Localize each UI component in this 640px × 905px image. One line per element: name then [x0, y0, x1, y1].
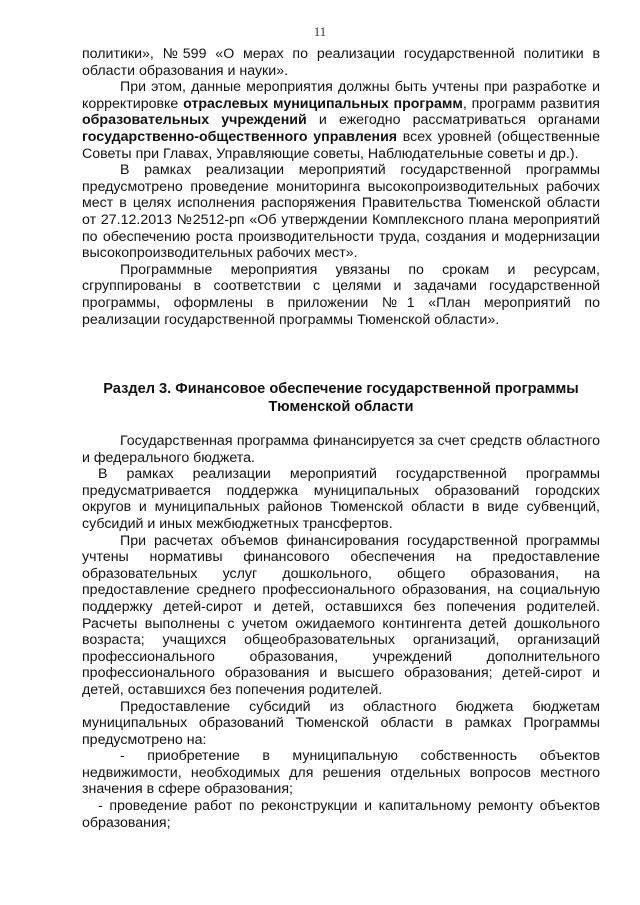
text-run: При этом, данные мероприятия должны быть учтены при разработке и корректировке: [82, 79, 600, 112]
paragraph-program-activities: Программные мероприятия увязаны по срокам и ресурсам, сгруппированы в соответствии с целями и задачами государственной программы, оформлены в приложении №1 «План мероприятий по реализации государственной программы Тюменской области».: [82, 261, 600, 328]
paragraph-financing: Государственная программа финансируется за счет средств областного и федерального бюджета.: [82, 433, 600, 466]
section-heading-line2: Тюменской области: [268, 399, 414, 415]
paragraph-support: В рамках реализации мероприятий государственной программы предусматривается поддержка муниципальных образований городских округов и муниципальных районов Тюменской области в виде субвенций, субсидий и иных межбюджетных трансфертов.: [82, 466, 600, 532]
paragraph-monitoring: В рамках реализации мероприятий государственной программы предусмотрено проведение мониторинга высокопроизводительных рабочих мест в целях исполнения распоряжения Правительства Тюменской области от 27.12.2013 №2512-рп «Об утверждении Комплексного плана мероприятий по обеспечению роста производительности труда, создания и модернизации высокопроизводительных рабочих мест».: [82, 162, 600, 262]
list-item-acquisition: - приобретение в муниципальную собственность объектов недвижимости, необходимых для решения отдельных вопросов местного значения в сфере образования;: [82, 748, 600, 798]
list-item-reconstruction: - проведение работ по реконструкции и капитальному ремонту объектов образования;: [82, 798, 600, 831]
text-run: и ежегодно рассматриваться органами: [306, 112, 600, 129]
page-number: 11: [313, 24, 327, 39]
paragraph-subsidies: Предоставление субсидий из областного бюджета бюджетам муниципальных образований Тюменской области в рамках Программы предусмотрено на:: [82, 698, 600, 748]
text-run: , программ развития: [462, 95, 600, 112]
bottom-text-block: [82, 433, 600, 831]
paragraph-calculations: При расчетах объемов финансирования государственной программы учтены нормативы финансового обеспечения на предоставление образовательных услуг дошкольного, общего образования, на предоставление среднего профессионального образования, на социальную поддержку детей-сирот и детей, оставшихся без попечения родителей. Расчеты выполнены с учетом ожидаемого контингента детей дошкольного возраста; учащихся общеобразовательных организаций, организаций профессионального образования, учреждений дополнительного профессионального образования и высшего образования; детей-сирот и детей, оставшихся без попечения родителей.: [82, 532, 600, 698]
bold-run: отраслевых муниципальных программ: [183, 95, 463, 112]
section-heading-line1: Раздел 3. Финансовое обеспечение государственной программы: [103, 381, 579, 397]
bold-run: образовательных учреждений: [82, 112, 307, 129]
bold-run: государственно-общественного управления: [82, 128, 398, 145]
top-text-block: [82, 46, 600, 328]
paragraph-policy-ref: политики», №599 «О мерах по реализации государственной политики в области образования и науки».: [82, 46, 600, 79]
paragraph-municipal-programs: [82, 79, 600, 162]
text-run: всех уровней (общественные Советы при Главах, Управляющие советы, Наблюдательные советы и др.).: [82, 128, 601, 162]
section-heading: [82, 380, 600, 416]
